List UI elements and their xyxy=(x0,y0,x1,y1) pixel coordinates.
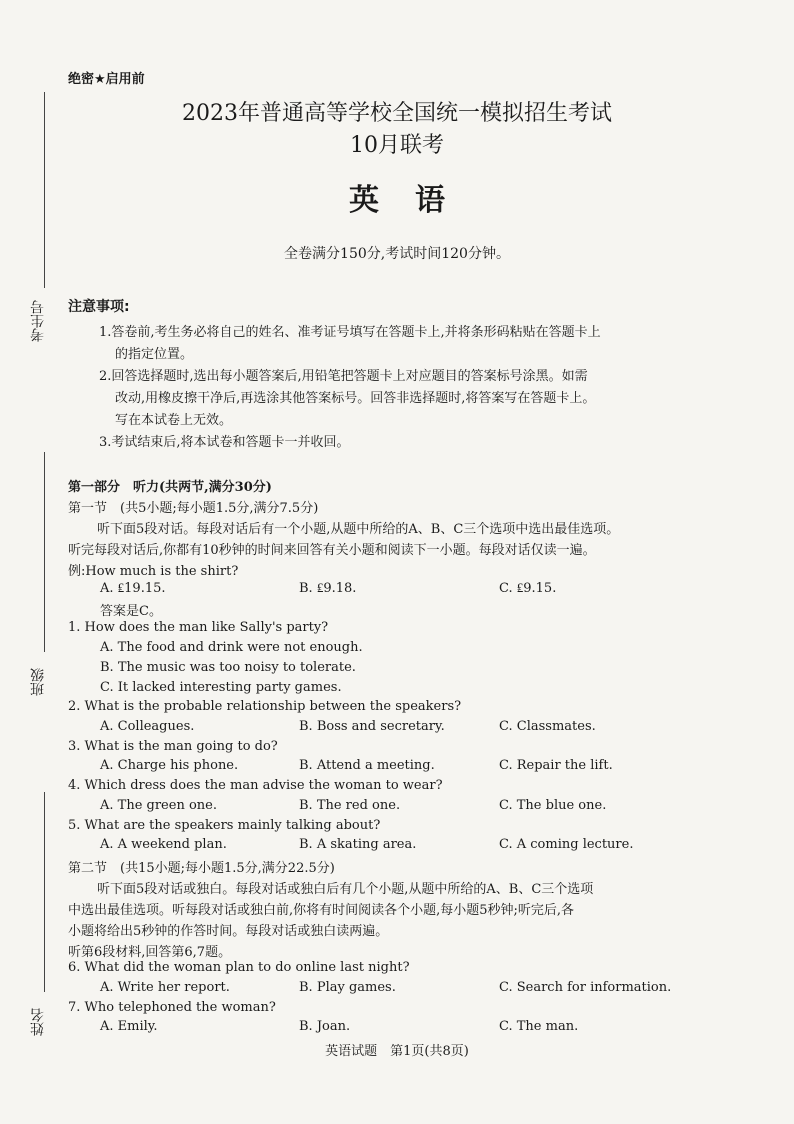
question-1-option-a: A. The food and drink were not enough. xyxy=(100,640,363,655)
notice-item: 的指定位置。 xyxy=(115,347,194,362)
question-5: 5. What are the speakers mainly talking about? xyxy=(68,818,381,833)
question-5-option-b: B. A skating area. xyxy=(299,837,417,852)
notice-item: 写在本试卷上无效。 xyxy=(115,413,233,428)
part1-heading: 第一部分 听力(共两节,满分30分) xyxy=(68,480,272,495)
example-answer: 答案是C。 xyxy=(100,604,162,619)
section1-heading: 第一节 (共5小题;每小题1.5分,满分7.5分) xyxy=(68,501,319,516)
question-6-option-c: C. Search for information. xyxy=(499,980,672,995)
section2-instruction: 听下面5段对话或独白。每段对话或独白后有几个小题,从题中所给的A、B、C三个选项 xyxy=(97,882,594,897)
question-7-option-c: C. The man. xyxy=(499,1019,579,1034)
example-option-b: B. ₤9.18. xyxy=(299,581,357,596)
question-4-option-a: A. The green one. xyxy=(100,798,217,813)
example-question: 例:How much is the shirt? xyxy=(68,564,239,579)
notice-item: 3.考试结束后,将本试卷和答题卡一并收回。 xyxy=(99,435,350,450)
side-fill-line xyxy=(44,452,45,652)
material-6-instruction: 听第6段材料,回答第6,7题。 xyxy=(68,945,232,960)
question-2-option-b: B. Boss and secretary. xyxy=(299,719,445,734)
side-label-name: 姓名 xyxy=(30,1008,46,1036)
subject-title: 英语 xyxy=(349,183,481,218)
exam-title: 2023年普通高等学校全国统一模拟招生考试 xyxy=(182,101,612,126)
page-footer: 英语试题 第1页(共8页) xyxy=(325,1044,469,1059)
question-1: 1. How does the man like Sally's party? xyxy=(68,620,329,635)
side-label-candidate-number: 考生号 xyxy=(30,300,46,342)
question-4: 4. Which dress does the man advise the woman to wear? xyxy=(68,778,443,793)
question-2-option-c: C. Classmates. xyxy=(499,719,596,734)
side-fill-line xyxy=(44,792,45,992)
question-7: 7. Who telephoned the woman? xyxy=(68,1000,276,1015)
question-3-option-c: C. Repair the lift. xyxy=(499,758,613,773)
question-7-option-b: B. Joan. xyxy=(299,1019,351,1034)
question-1-option-c: C. It lacked interesting party games. xyxy=(100,680,342,695)
confidential-label: 绝密★启用前 xyxy=(68,72,145,87)
question-2: 2. What is the probable relationship between the speakers? xyxy=(68,699,462,714)
question-4-option-b: B. The red one. xyxy=(299,798,401,813)
side-fill-line xyxy=(44,92,45,288)
score-info: 全卷满分150分,考试时间120分钟。 xyxy=(284,246,510,262)
notice-item: 1.答卷前,考生务必将自己的姓名、准考证号填写在答题卡上,并将条形码粘贴在答题卡上 xyxy=(99,325,601,340)
exam-subtitle: 10月联考 xyxy=(350,133,444,158)
question-2-option-a: A. Colleagues. xyxy=(100,719,195,734)
notice-item: 2.回答选择题时,选出每小题答案后,用铅笔把答题卡上对应题目的答案标号涂黑。如需 xyxy=(99,369,588,384)
example-option-c: C. ₤9.15. xyxy=(499,581,557,596)
side-label-class: 班级 xyxy=(30,668,46,696)
section2-heading: 第二节 (共15小题;每小题1.5分,满分22.5分) xyxy=(68,861,335,876)
question-4-option-c: C. The blue one. xyxy=(499,798,607,813)
section2-instruction: 小题将给出5秒钟的作答时间。每段对话或独白读两遍。 xyxy=(68,924,389,939)
question-7-option-a: A. Emily. xyxy=(100,1019,158,1034)
notice-item: 改动,用橡皮擦干净后,再选涂其他答案标号。回答非选择题时,将答案写在答题卡上。 xyxy=(115,391,596,406)
question-5-option-c: C. A coming lecture. xyxy=(499,837,634,852)
section2-instruction: 中选出最佳选项。听每段对话或独白前,你将有时间阅读各个小题,每小题5秒钟;听完后,各 xyxy=(68,903,575,918)
section1-instruction: 听下面5段对话。每段对话后有一个小题,从题中所给的A、B、C三个选项中选出最佳选项。 xyxy=(97,522,620,537)
question-5-option-a: A. A weekend plan. xyxy=(100,837,227,852)
question-3-option-b: B. Attend a meeting. xyxy=(299,758,435,773)
notice-heading: 注意事项: xyxy=(68,299,130,315)
question-6-option-a: A. Write her report. xyxy=(100,980,230,995)
question-6-option-b: B. Play games. xyxy=(299,980,396,995)
section1-instruction: 听完每段对话后,你都有10秒钟的时间来回答有关小题和阅读下一小题。每段对话仅读一遍。 xyxy=(68,543,596,558)
question-6: 6. What did the woman plan to do online last night? xyxy=(68,960,410,975)
question-3: 3. What is the man going to do? xyxy=(68,739,278,754)
question-1-option-b: B. The music was too noisy to tolerate. xyxy=(100,660,356,675)
example-option-a: A. ₤19.15. xyxy=(100,581,166,596)
question-3-option-a: A. Charge his phone. xyxy=(100,758,239,773)
